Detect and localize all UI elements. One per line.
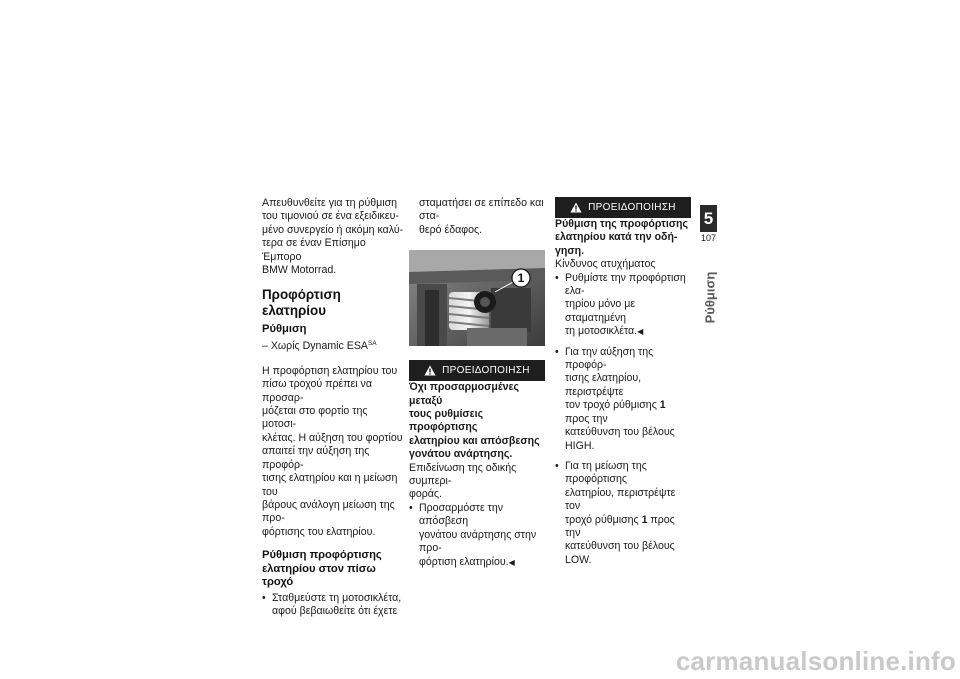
bullet-list xyxy=(409,502,545,569)
bullet-text: προς την κατεύθυνση του βέλους LOW. xyxy=(565,513,675,566)
warning-bar xyxy=(555,197,691,218)
column-1 xyxy=(262,197,404,625)
bullet-text: Για την αύξηση της προφόρ- τισης ελατηρίου, περιστρέψτε τον τροχό ρύθμισης xyxy=(565,345,657,412)
intro-paragraph: Απευθυνθείτε για τη ρύθμιση του τιμονιού σε ένα εξειδικευ- μένο συνεργείο ή ακόμη καλύ- τερα σε έναν Επίσημο Έμπορο BMW Motorrad. xyxy=(262,197,404,277)
list-item xyxy=(555,272,691,339)
bullet-text: προς την κατεύθυνση του βέλους HIGH. xyxy=(565,412,675,452)
warning-title: Όχι προσαρμοσμένες μεταξύ τους ρυθμίσεις προφόρτισης ελατηρίου και απόσβεσης γονάτου ανάρτησης. xyxy=(409,381,540,461)
warning-title: Ρύθμιση της προφόρτισης ελατηρίου κατά την οδή- γηση. xyxy=(555,218,689,257)
dash-item xyxy=(262,337,404,353)
warning-text: Κίνδυνος ατυχήματος xyxy=(555,258,656,271)
chapter-title: Ρύθμιση xyxy=(702,271,718,324)
chapter-tab: 5 xyxy=(700,205,717,232)
suspension-photo xyxy=(409,250,545,346)
callout-number: 1 xyxy=(659,399,666,412)
continuation-text: σταματήσει σε επίπεδο και στα- θερό έδαφος. xyxy=(419,197,544,236)
warning-label: ΠΡΟΕΙΔΟΠΟΙΗΣΗ xyxy=(588,201,676,213)
bullet-text: Για τη μείωση της προφόρτισης ελατηρίου, περιστρέψτε τον τροχό ρύθμισης xyxy=(565,459,676,526)
sub-title: Ρύθμιση xyxy=(262,323,307,336)
bullet-text: Ρυθμίστε την προφόρτιση ελα- τηρίου μόνο με σταματημένη τη μοτοσικλέτα. xyxy=(565,271,686,338)
warning-icon xyxy=(424,365,436,376)
suspension-image xyxy=(409,250,545,346)
bullet-list xyxy=(262,592,404,619)
column-2 xyxy=(409,197,545,576)
warning-label: ΠΡΟΕΙΔΟΠΟΙΗΣΗ xyxy=(442,365,530,377)
bullet-list xyxy=(555,272,691,568)
page-number: 107 xyxy=(700,233,717,243)
warning-bar xyxy=(409,360,545,381)
list-item xyxy=(555,460,691,567)
sub-title-2: Ρύθμιση προφόρτισης ελατηρίου στον πίσω τροχό xyxy=(262,549,382,589)
end-mark-icon: ◀ xyxy=(637,327,644,337)
figure-callout: 1 xyxy=(517,271,525,286)
watermark: carmanualsonline.info xyxy=(675,646,956,676)
section-title: Προφόρτιση ελατηρίου xyxy=(262,287,341,319)
bullet-text: Προσαρμόστε την απόσβεση γονάτου ανάρτησης στην προ- φόρτιση ελατηρίου. xyxy=(419,501,537,568)
list-item xyxy=(409,502,545,569)
warning-icon xyxy=(570,202,582,213)
list-item xyxy=(555,346,691,453)
dash-item-text: – Χωρίς Dynamic ESA xyxy=(262,340,368,353)
dash-item-sup: SA xyxy=(367,340,377,348)
list-item: • Σταθμεύστε τη μοτοσικλέτα, αφού βεβαιωθείτε ότι έχετε xyxy=(262,592,404,619)
warning-text: Επιδείνωση της οδικής συμπερι- φοράς. xyxy=(409,461,517,501)
callout-number: 1 xyxy=(641,513,648,526)
preload-paragraph: Η προφόρτιση ελατηρίου του πίσω τροχού πρέπει να προσαρ- μόζεται στο φορτίο της μοτοσι- κλέτας. Η αύξηση του φορτίου απαιτεί την αύξηση της προφόρ- τισης ελατηρίου και η μείωση του βάρους ανάλογη μείωση της προ- φόρτισης του ελατηρίου. xyxy=(262,364,403,538)
end-mark-icon: ◀ xyxy=(508,557,515,567)
column-3 xyxy=(555,197,691,574)
